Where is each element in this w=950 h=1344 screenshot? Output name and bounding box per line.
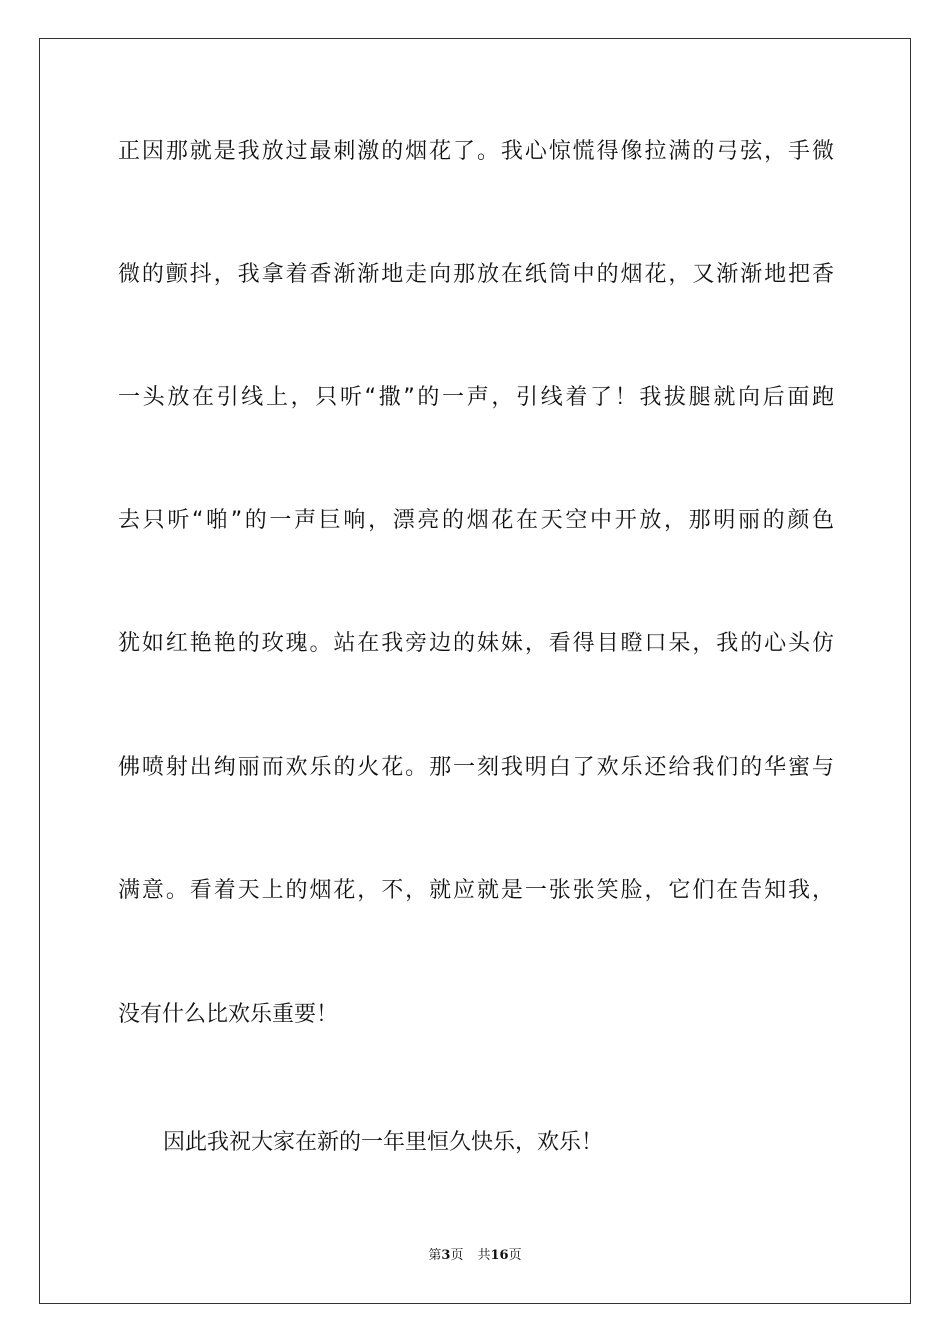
body-line-5: 犹如红艳艳的玫瑰。站在我旁边的妹妹，看得目瞪口呆，我的心头仿: [118, 631, 834, 656]
body-line-1: 正因那就是我放过最刺激的烟花了。我心惊慌得像拉满的弓弦，手微: [118, 139, 834, 164]
total-suffix: 页: [508, 1248, 522, 1263]
body-line-8: 没有什么比欢乐重要！: [118, 1002, 339, 1027]
page-prefix: 第: [428, 1248, 442, 1263]
body-line-7: 满意。看着天上的烟花，不，就应就是一张张笑脸，它们在告知我，: [118, 878, 834, 903]
page-footer: [0, 1246, 950, 1266]
body-line-3: 一头放在引线上，只听“撒”的一声，引线着了！我拔腿就向后面跑: [118, 385, 834, 410]
body-line-4: 去只听“啪”的一声巨响，漂亮的烟花在天空中开放，那明丽的颜色: [118, 508, 834, 533]
page-border: [39, 38, 911, 1304]
closing-paragraph: 因此我祝大家在新的一年里恒久快乐，欢乐！: [163, 1130, 604, 1155]
total-prefix: 共: [477, 1248, 491, 1263]
page-suffix: 页: [450, 1248, 464, 1263]
current-page-number: 3: [441, 1248, 451, 1263]
total-page-count: 16: [490, 1248, 509, 1263]
body-line-6: 佛喷射出绚丽而欢乐的火花。那一刻我明白了欢乐还给我们的华蜜与: [118, 755, 834, 780]
body-line-2: 微的颤抖，我拿着香渐渐地走向那放在纸筒中的烟花，又渐渐地把香: [118, 262, 834, 287]
